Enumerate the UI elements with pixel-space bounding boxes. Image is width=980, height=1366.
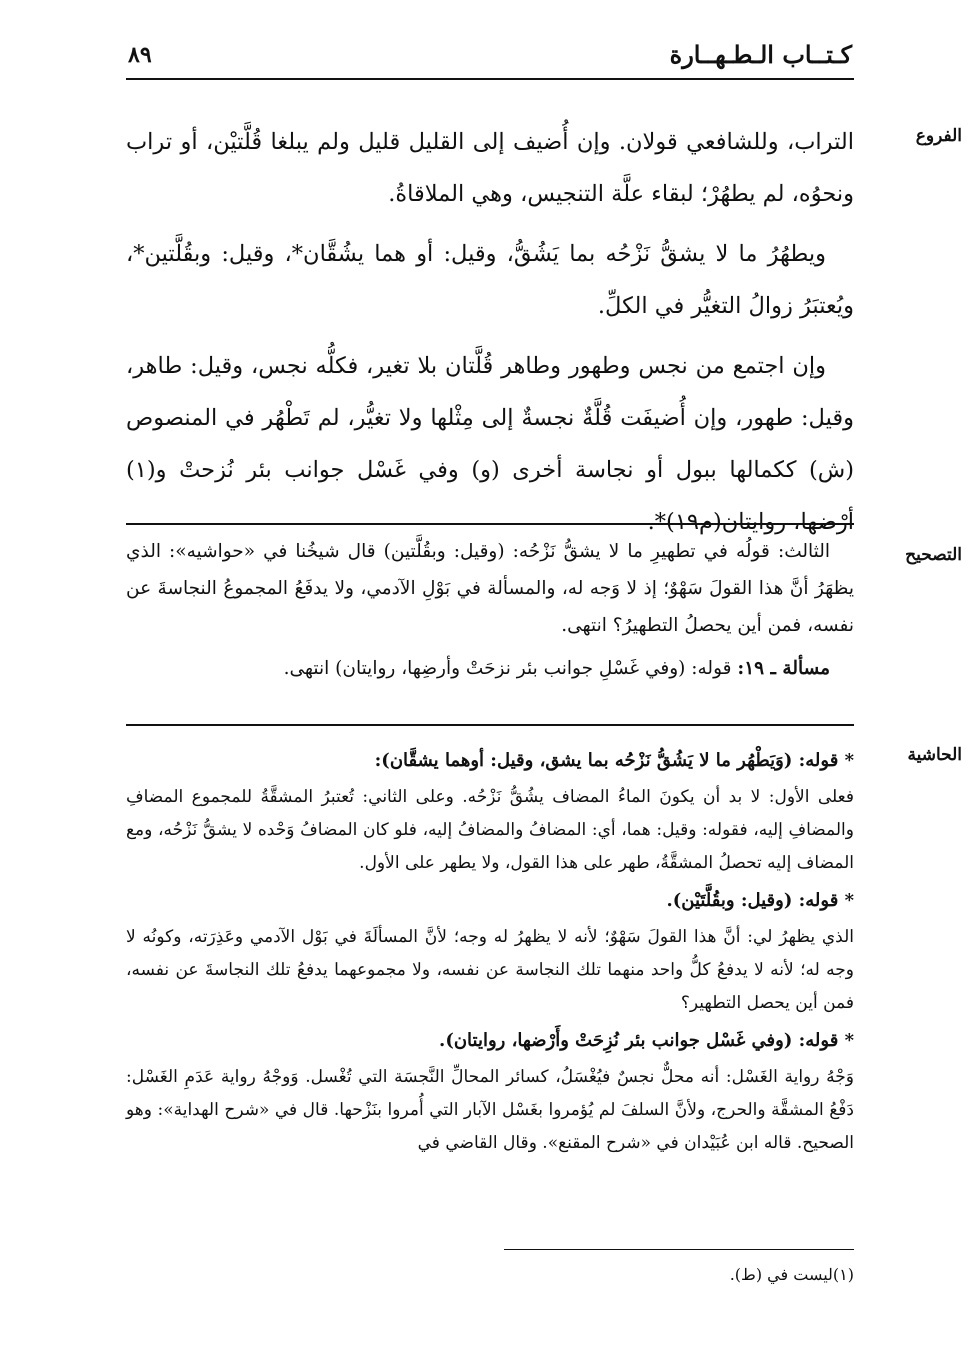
footnote: (١)ليست في (ط). (729, 1265, 854, 1284)
tashih-paragraph: الثالث: قولُه في تطهيرِ ما لا يشقُّ نَزْحُه: (وقيل: وبقُلَّتين) قال شيخُنا في «حواشيه»: الذي يظهَرُ أنَّ هذا القولَ سَهْوٌ؛ إذ لا وَجه له، والمسألة في بَوْلِ الآدمي، ولا يدفَعُ المجموعُ النجاسةَ عن نفسه، فمن أين يحصلُ التطهيرُ؟ انتهى. (126, 541, 854, 636)
section-divider (126, 523, 854, 525)
section-divider (126, 724, 854, 726)
hashiya-quote: * قوله: (وَيَطْهُر ما لا يَشُقُّ نَزْحُه بما يشق، وقيل: أوهما يشقَّان): (374, 750, 854, 771)
footnote-rule (504, 1249, 854, 1250)
side-label-hashiya: الحاشية (907, 745, 962, 765)
hashiya-paragraph: الذي يظهرُ لي: أنَّ هذا القولَ سَهْوٌ؛ لأنه لا يظهرُ له وجه؛ لأنَّ المسألَةَ في بَوْل الآدمي وعَذِرَته، وكونُه لا وجه له؛ لأنه لا يدفعُ كلُّ واحد منهما تلك النجاسة عن نفسه، ولا مجموعهما يدفعُ تلك النجاسةَ عن نفسه، فمن أين يحصل التطهير؟ (126, 927, 854, 1013)
furu-paragraph: التراب، وللشافعي قولان. وإن أُضيف إلى القليل قليل ولم يبلغا قُلَّتيْن، أو تراب ونحوُه، لم يطهُرْ؛ لبقاء علَّة التنجيس، وهي الملاقاةُ. (126, 129, 854, 207)
hashiya-quote: * قوله: (وقيل: وبقُلَّتَيْن). (666, 890, 854, 911)
hashiya-paragraph: وَجْهُ رواية الغَسْل: أنه محلٌّ نجسٌ فيُغْسَلُ، كسائر المحالِّ النَّجسَة التي تُغْسل. وَوجْهُ رواية عَدَمِ الغَسْل: دَفْعُ المشقَّة والحرج، ولأنَّ السلفَ لم يُؤمروا بغَسْل الآبار التي أُمروا بنَزْحها. قال في «شرح الهداية»: وهو الصحيح. قاله ابن عُبَيْدان في «شرح المقنع». وقال القاضي في (126, 1067, 854, 1153)
masala-label: مسألة ـ ١٩: (737, 658, 830, 679)
hashiya-quote: * قوله: (وفي غَسْل جوانب بئر نُزِحَتْ وأَرْضها، روايتان). (439, 1030, 854, 1051)
masala-text: قوله: (وفي غَسْلِ جوانب بئر نزحَتْ وأرضِها، روايتان) انتهى. (283, 658, 732, 679)
page-number: ٨٩ (128, 42, 152, 68)
furu-paragraph: ويطهُرُ ما لا يشقُّ نَزْحُه بما يَشُقُّ، وقيل: أو هما يشُقَّان*، وقيل: وبقُلَّتين*، ويُعتبَرُ زوالُ التغيُّر في الكلِّ. (126, 241, 854, 319)
side-label-furu: الفروع (915, 126, 962, 146)
furu-section (126, 116, 854, 556)
tashih-paragraph (126, 650, 854, 687)
side-label-tashih: التصحيح (905, 545, 962, 565)
furu-paragraph: وإن اجتمع من نجس وطهور وطاهر قُلَّتان بلا تغير، فكلُّه نجس، وقيل: طاهر، وقيل: طهور، وإن أُضيفَت قُلَّةٌ نجسةٌ إلى مِثْلها ولا تغيُّر، لم تَطْهُر في المنصوص (ش) ككمالها ببول أو نجاسة أخرى (و) وفي غَسْل جوانب بئر نُزحتْ و(١) أرْضها، روايتان(م١٩)*. (126, 353, 854, 535)
running-title: كـتــاب الـطـهــارة (669, 40, 852, 69)
hashiya-paragraph: فعلى الأول: لا بد أن يكونَ الماءُ المضاف يشُقُّ نَزْحُه. وعلى الثاني: تُعتبرُ المشقَّةُ للمجموع المضافِ والمضافِ إليه، فقوله: وقيل: هما، أي: المضافُ والمضافُ إليه، فلو كان المضافُ وَحْده لا يشقُّ نَزْحُه، ومع المضاف إليه تحصلُ المشقَّةُ، طهر على هذا القول، ولا يطهر على الأول. (126, 787, 854, 873)
hashiya-section (126, 742, 854, 1164)
header-rule (126, 78, 854, 80)
tashih-section (126, 533, 854, 693)
